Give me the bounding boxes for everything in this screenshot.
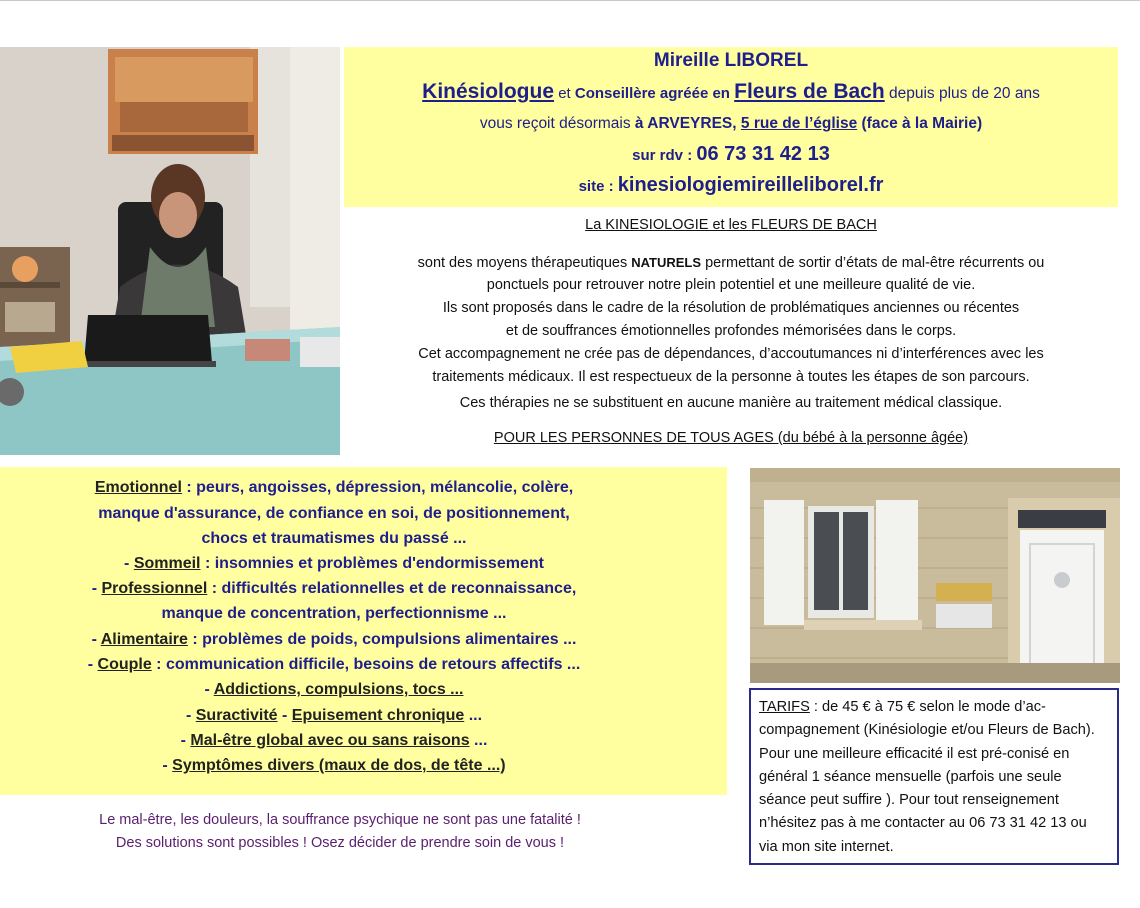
tarifs-label: TARIFS — [759, 699, 810, 715]
addr-post: (face à la Mairie) — [857, 115, 983, 132]
theme-addictions — [0, 681, 668, 699]
fleurs-de-bach-link: Fleurs de Bach — [734, 80, 885, 103]
title-et: et — [554, 85, 575, 102]
theme-symptomes — [0, 757, 668, 775]
dash: - — [124, 555, 134, 572]
kw-suractivite: Suractivité — [195, 707, 278, 724]
addr-pre: vous reçoit désormais — [479, 115, 635, 132]
intro-p7: Ces thérapies ne se substituent en aucune manière au traitement médical classique. — [459, 395, 1003, 411]
kinesiologue-link: Kinésiologue — [422, 80, 555, 103]
tarifs-box — [749, 688, 1119, 865]
dash: - — [204, 681, 214, 698]
kw-symptomes: Symptômes divers (maux de dos, de tête ...) — [172, 757, 506, 774]
intro-p1c: permettant de sortir d’états de mal-être récurrents ou — [701, 255, 1045, 271]
site-url: kinesiologiemireilleliborel.fr — [617, 174, 884, 196]
intro-p4: et de souffrances émotionnelles profondes mémorisées dans le corps. — [505, 323, 957, 339]
dots: ... — [464, 707, 483, 724]
cou-text: : communication difficile, besoins de retours affectifs ... — [151, 656, 581, 673]
tarifs-text: : de 45 € à 75 € selon le mode d’ac-compagnement (Kinésiologie et/ou Fleurs de Bach). Pour une meilleure efficacité il est pré-conisé en général 1 séance mensuelle (parfois une seule séance peut suffire ). Pour tout renseignement n’hésitez pas à me contacter au 06 73 31 42 13 ou via mon site internet. — [759, 699, 1095, 855]
top-rule — [0, 0, 1140, 1]
addr-city: à ARVEYRES, — [634, 115, 741, 132]
intro-p2: ponctuels pour retrouver notre plein potentiel et une meilleure qualité de vie. — [486, 277, 976, 293]
intro-p6: traitements médicaux. Il est respectueux de la personne à toutes les étapes de son parcours. — [432, 369, 1030, 385]
theme-suractivite — [0, 707, 668, 725]
dash: - — [91, 580, 102, 597]
theme-mal-etre — [0, 732, 668, 750]
rdv-label: sur rdv : — [632, 147, 697, 164]
theme-alimentaire — [0, 631, 668, 649]
dots: ... — [469, 732, 488, 749]
theme-emotionnel-3: chocs et traumatismes du passé ... — [201, 530, 467, 547]
dash: - — [162, 757, 173, 774]
theme-professionnel-2: manque de concentration, perfectionnisme ... — [161, 605, 507, 622]
sur-sep: - — [277, 707, 292, 724]
som-text: : insomnies et problèmes d'endormissement — [200, 555, 544, 572]
theme-professionnel — [0, 580, 668, 598]
title-conseillere: Conseillère agréée en — [574, 85, 735, 102]
kw-professionnel: Professionnel — [101, 580, 208, 597]
footer-line-1: Le mal-être, les douleurs, la souffrance psychique ne sont pas une fatalité ! — [99, 812, 581, 828]
dash: - — [185, 707, 196, 724]
footer-line-2: Des solutions sont possibles ! Osez décider de prendre soin de vous ! — [115, 835, 565, 851]
theme-sommeil — [0, 555, 668, 573]
phone-number: 06 73 31 42 13 — [696, 143, 830, 165]
kw-alimentaire: Alimentaire — [100, 631, 188, 648]
addr-street: 5 rue de l’église — [740, 115, 858, 132]
title-depuis: depuis plus de 20 ans — [884, 85, 1040, 102]
intro-heading: La KINESIOLOGIE et les FLEURS DE BACH — [585, 217, 877, 233]
practitioner-title — [344, 80, 1118, 104]
kw-couple: Couple — [97, 656, 152, 673]
kw-mal-etre: Mal-être global avec ou sans raisons — [190, 732, 470, 749]
intro-p3: Ils sont proposés dans le cadre de la résolution de problématiques anciennes ou récentes — [442, 300, 1020, 316]
ali-text: : problèmes de poids, compulsions alimentaires ... — [187, 631, 577, 648]
kw-epuisement: Epuisement chronique — [291, 707, 465, 724]
themes-box — [0, 467, 727, 795]
pro-text: : difficultés relationnelles et de reconnaissance, — [207, 580, 577, 597]
dash: - — [180, 732, 191, 749]
theme-couple — [0, 656, 668, 674]
intro-p1a: sont des moyens thérapeutiques — [417, 255, 632, 271]
address-line — [344, 115, 1118, 133]
phone-line — [344, 143, 1118, 166]
intro-p5: Cet accompagnement ne crée pas de dépendances, d’accoutumances ni d’interférences avec les — [418, 346, 1044, 362]
header-box — [344, 47, 1118, 207]
site-line — [344, 174, 1118, 197]
dash: - — [91, 631, 101, 648]
theme-emotionnel-2: manque d'assurance, de confiance en soi, de positionnement, — [98, 505, 570, 522]
kw-emotionnel: Emotionnel — [94, 479, 182, 496]
theme-emotionnel — [0, 479, 668, 497]
emo-text-1: : peurs, angoisses, dépression, mélancolie, colère, — [181, 479, 574, 496]
practitioner-name: Mireille LIBOREL — [653, 50, 809, 71]
practitioner-photo — [0, 47, 340, 455]
office-facade-photo — [750, 468, 1120, 683]
intro-ages: POUR LES PERSONNES DE TOUS AGES (du bébé à la personne âgée) — [493, 430, 969, 446]
intro-naturels: NATURELS — [631, 255, 702, 270]
intro-p1 — [344, 255, 1118, 271]
dash: - — [87, 656, 98, 673]
kw-sommeil: Sommeil — [133, 555, 201, 572]
site-label: site : — [578, 178, 618, 195]
kw-addictions: Addictions, compulsions, tocs ... — [213, 681, 464, 698]
